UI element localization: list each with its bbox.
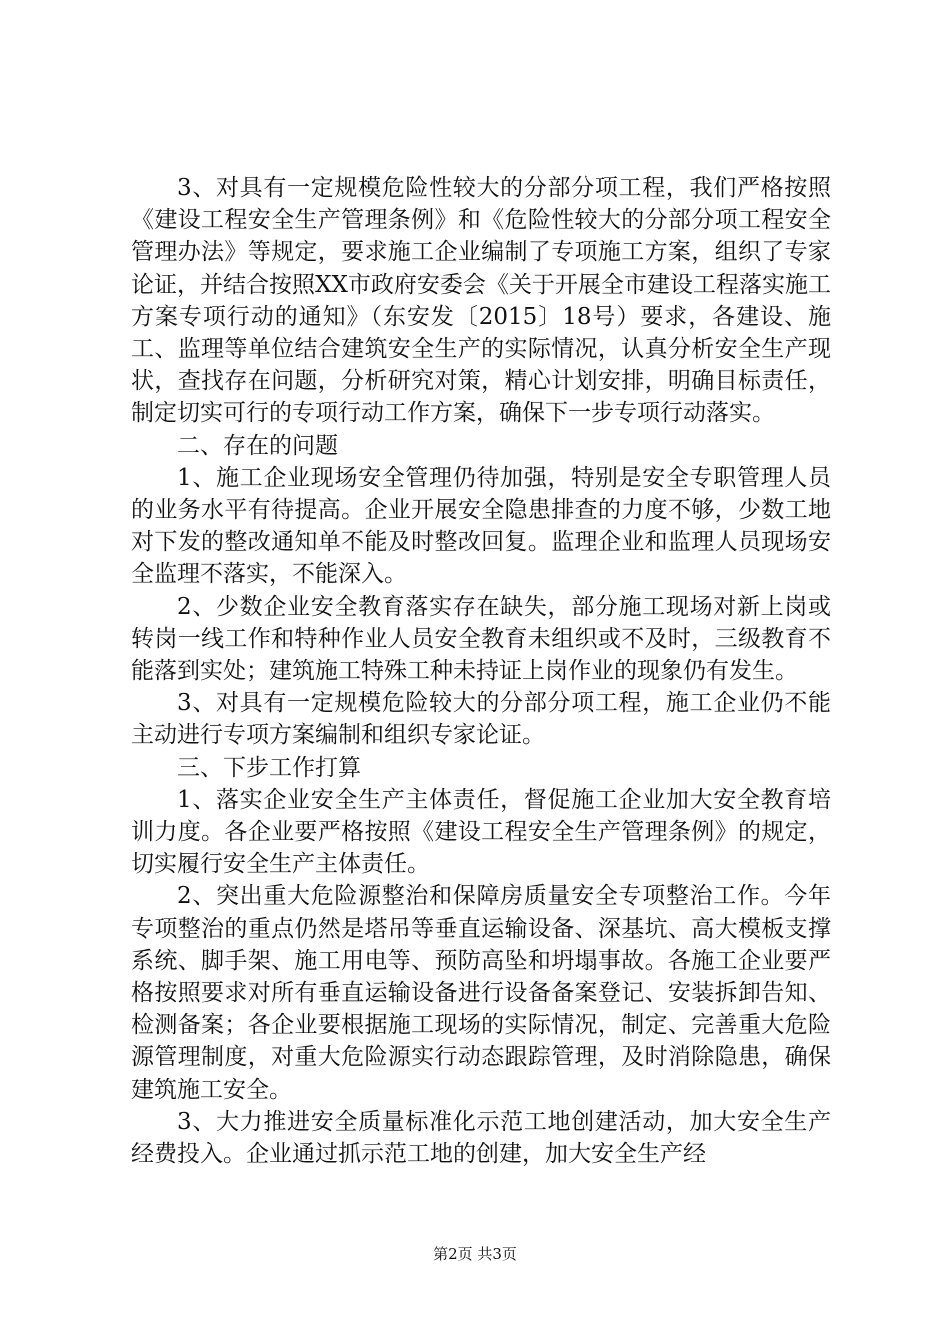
paragraph-problem-1: 1、施工企业现场安全管理仍待加强，特别是安全专职管理人员的业务水平有待提高。企业开展安全隐患排查的力度不够，少数工地对下发的整改通知单不能及时整改回复。监理企业和监理人员现场安全监理不落实，不能深入。 (131, 464, 831, 588)
paragraph-problem-3: 3、对具有一定规模危险较大的分部分项工程，施工企业仍不能主动进行专项方案编制和组织专家论证。 (131, 690, 831, 749)
section-heading-next-steps: 三、下步工作打算 (177, 754, 361, 781)
paragraph-plan-3: 3、大力推进安全质量标准化示范工地创建活动，加大安全生产经费投入。企业通过抓示范工地的创建，加大安全生产经 (131, 1108, 831, 1168)
section-heading-problems: 二、存在的问题 (177, 432, 338, 459)
document-body (131, 172, 831, 1170)
paragraph-3-special-projects: 3、对具有一定规模危险性较大的分部分项工程，我们严格按照《建设工程安全生产管理条例》和《危险性较大的分部分项工程安全管理办法》等规定，要求施工企业编制了专项施工方案，组织了专家论证，并结合按照XX市政府安委会《关于开展全市建设工程落实施工方案专项行动的通知》（东安发〔2015〕18号）要求，各建设、施工、监理等单位结合建筑安全生产的实际情况，认真分析安全生产现状，查找存在问题，分析研究对策，精心计划安排，明确目标责任，制定切实可行的专项行动工作方案，确保下一步专项行动落实。 (131, 175, 831, 427)
page-number-footer: 第2页 共3页 (433, 1245, 517, 1263)
paragraph-problem-2: 2、少数企业安全教育落实存在缺失，部分施工现场对新上岗或转岗一线工作和特种作业人员安全教育未组织或不及时，三级教育不能落到实处；建筑施工特殊工种未持证上岗作业的现象仍有发生。 (131, 593, 831, 685)
paragraph-plan-2: 2、突出重大危险源整治和保障房质量安全专项整治工作。今年专项整治的重点仍然是塔吊等垂直运输设备、深基坑、高大模板支撑系统、脚手架、施工用电等、预防高坠和坍塌事故。各施工企业要严格按照要求对所有垂直运输设备进行设备备案登记、安装拆卸告知、检测备案；各企业要根据施工现场的实际情况，制定、完善重大危险源管理制度，对重大危险源实行动态跟踪管理，及时消除隐患，确保建筑施工安全。 (131, 883, 831, 1103)
paragraph-plan-1: 1、落实企业安全生产主体责任，督促施工企业加大安全教育培训力度。各企业要严格按照《建设工程安全生产管理条例》的规定，切实履行安全生产主体责任。 (131, 786, 831, 878)
